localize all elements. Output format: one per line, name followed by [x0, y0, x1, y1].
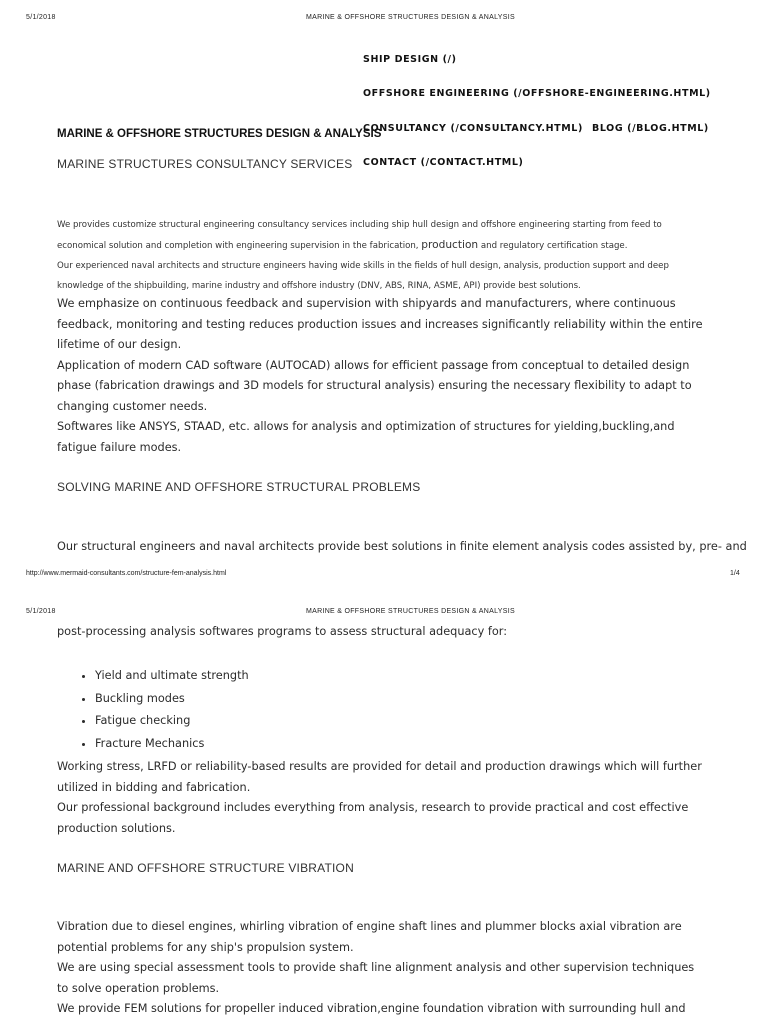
print-header-title: MARINE & OFFSHORE STRUCTURES DESIGN & ANALYSIS [306, 608, 515, 615]
nav-contact[interactable]: CONTACT (/CONTACT.HTML) [363, 157, 524, 168]
footer-page-number: 1/4 [730, 570, 740, 577]
intro-line: knowledge of the shipbuilding, marine industry and offshore industry (DNV, ABS, RINA, ASME, API) provide best solutions. [57, 281, 581, 291]
paragraph-tools: We are using special assessment tools to provide shaft line alignment analysis and other supervision techniques to solve operation problems. [57, 961, 695, 995]
list-item: • Fatigue checking [95, 710, 657, 733]
intro-text-segment: economical solution and completion with engineering supervision in the fabrication, [57, 241, 419, 251]
paragraph-working-stress: Working stress, LRFD or reliability-based results are provided for detail and production drawings which will further utilized in bidding and fabrication. [57, 760, 702, 794]
paragraphs-vibration [57, 917, 709, 1020]
nav-blog[interactable]: BLOG (/BLOG.HTML) [592, 123, 709, 134]
intro-text [57, 215, 717, 296]
main-paragraphs [57, 294, 715, 458]
list-item: • Yield and ultimate strength [95, 665, 657, 688]
intro-line: We provides customize structural engineering consultancy services including ship hull design and offshore engineering starting from feed to [57, 220, 662, 230]
heading-solving-problems: SOLVING MARINE AND OFFSHORE STRUCTURAL PROBLEMS [57, 480, 421, 494]
paragraph-continuation: post-processing analysis softwares programs to assess structural adequacy for: [57, 625, 508, 638]
paragraphs-results [57, 757, 715, 839]
paragraph-background: Our professional background includes everything from analysis, research to provide practical and cost effective production solutions. [57, 801, 689, 835]
intro-text-segment: and regulatory certification stage. [480, 241, 628, 251]
paragraph-feedback: We emphasize on continuous feedback and supervision with shipyards and manufacturers, where continuous feedback, monitoring and testing reduces production issues and increases significantly reliability within the entire lifetime of our design. [57, 297, 703, 351]
paragraph-fem: We provide FEM solutions for propeller induced vibration,engine foundation vibration with surrounding hull and [57, 1002, 686, 1015]
list-item: • Buckling modes [95, 688, 657, 711]
paragraph-vibration: Vibration due to diesel engines, whirling vibration of engine shaft lines and plummer blocks axial vibration are potential problems for any ship's propulsion system. [57, 920, 682, 954]
nav-offshore-engineering[interactable]: OFFSHORE ENGINEERING (/OFFSHORE-ENGINEERING.HTML) [363, 88, 711, 99]
intro-line [57, 235, 717, 256]
site-title[interactable]: MARINE & OFFSHORE STRUCTURES DESIGN & ANALYSIS [57, 128, 382, 140]
production-word: production [421, 239, 479, 251]
print-header-title: MARINE & OFFSHORE STRUCTURES DESIGN & ANALYSIS [306, 14, 515, 21]
bullet-list [57, 665, 657, 756]
paragraph-engineers: Our structural engineers and naval architects provide best solutions in finite element analysis codes assisted by, pre- and [57, 540, 747, 553]
print-date: 5/1/2018 [26, 608, 56, 615]
heading-vibration: MARINE AND OFFSHORE STRUCTURE VIBRATION [57, 861, 354, 875]
intro-line: Our experienced naval architects and structure engineers having wide skills in the fields of hull design, analysis, production support and deep [57, 261, 669, 271]
footer-url: http://www.mermaid-consultants.com/structure-fem-analysis.html [26, 570, 227, 577]
nav-ship-design[interactable]: SHIP DESIGN (/) [363, 54, 457, 65]
list-item: • Fracture Mechanics [95, 733, 657, 756]
page-subtitle: MARINE STRUCTURES CONSULTANCY SERVICES [57, 157, 353, 171]
paragraph-cad: Application of modern CAD software (AUTOCAD) allows for efficient passage from conceptual to detailed design phase (fabrication drawings and 3D models for structural analysis) ensuring the necessary flexibility to adapt to changing customer needs. [57, 358, 692, 413]
paragraph-software: Softwares like ANSYS, STAAD, etc. allows for analysis and optimization of structures for yielding,buckling,and fatigue failure modes. [57, 420, 675, 454]
nav-consultancy[interactable]: CONSULTANCY (/CONSULTANCY.HTML) [363, 123, 583, 134]
print-date: 5/1/2018 [26, 14, 56, 21]
